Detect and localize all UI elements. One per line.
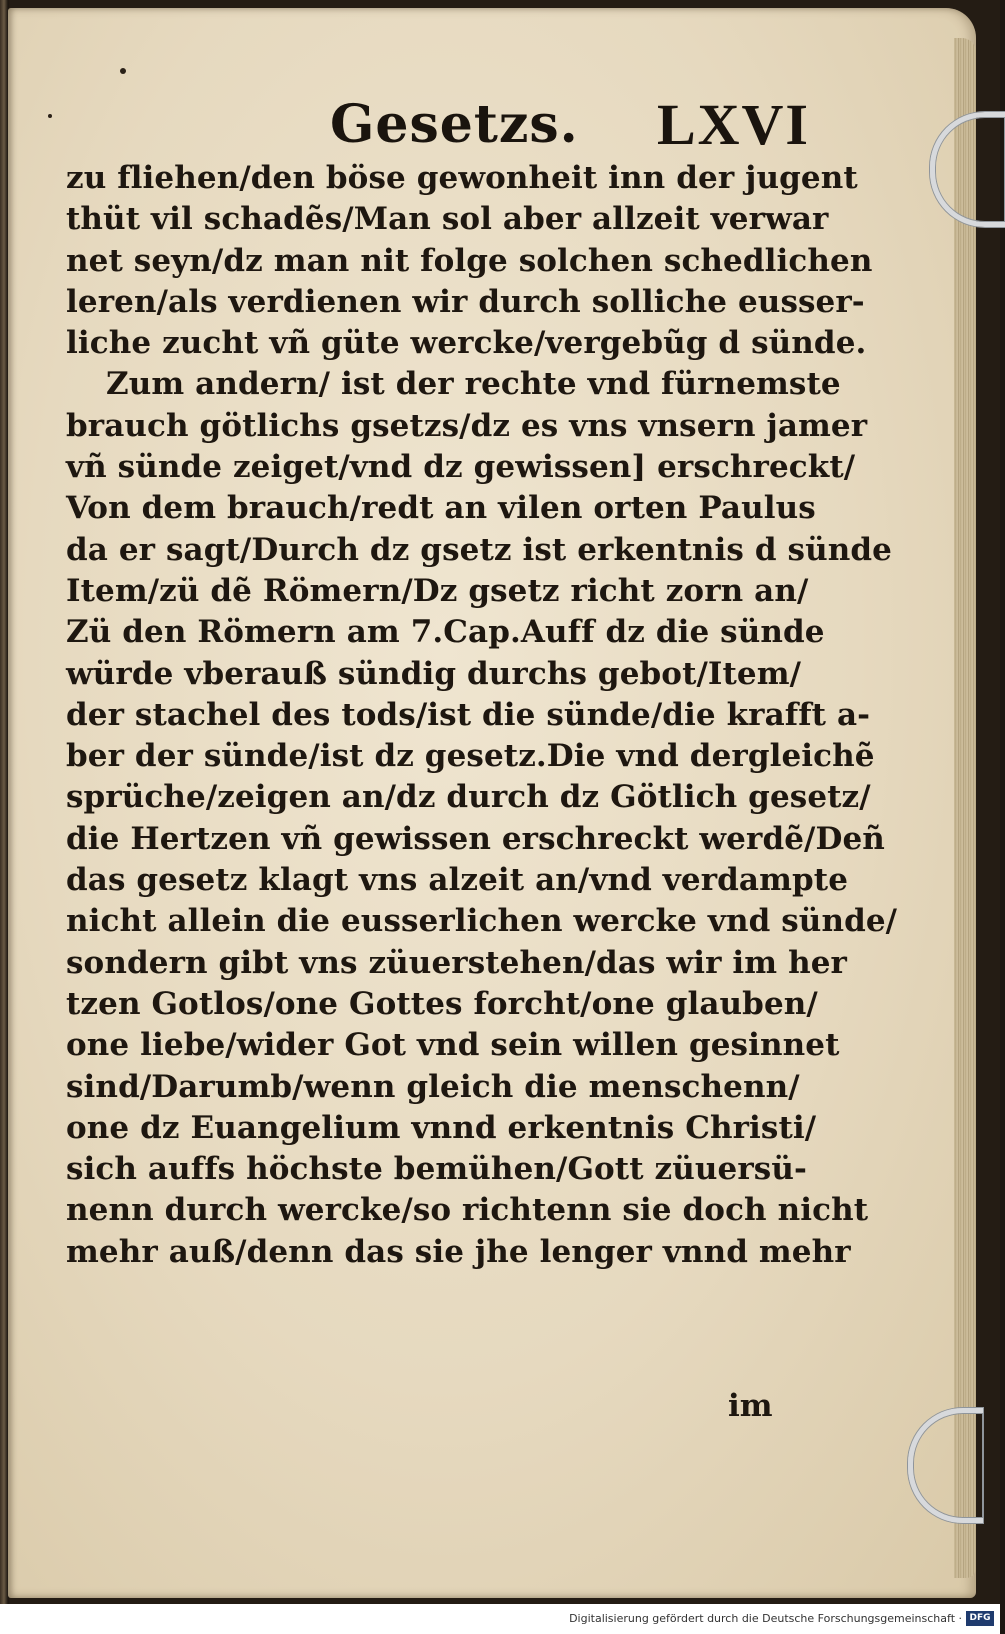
text-line: sich auffs höchste bemühen/Gott züuersü- [66, 1151, 807, 1188]
text-line: thüt vil schadẽs/Man sol aber allzeit verwar [66, 201, 829, 238]
text-line: net seyn/dz man nit folge solchen schedlichen [66, 242, 873, 279]
running-head: Gesetzs. [330, 94, 579, 155]
digitization-footer [0, 1604, 1000, 1634]
catchword: im [728, 1388, 773, 1424]
text-line: zu fliehen/den böse gewonheit inn der jugent [66, 160, 858, 196]
funding-credit: Digitalisierung gefördert durch die Deutsche Forschungsgemeinschaft · [569, 1612, 962, 1625]
text-line: brauch götlichs gsetzs/dz es vns vnsern jamer [66, 407, 868, 444]
text-line: leren/als verdienen wir durch solliche eusser- [66, 283, 865, 320]
text-line: one liebe/wider Got vnd sein willen gesinnet [66, 1027, 840, 1064]
book-page [8, 8, 976, 1598]
text-line: Zum andern/ ist der rechte vnd fürnemste [106, 366, 841, 403]
text-line: mehr auß/denn das sie jhe lenger vnnd mehr [66, 1233, 851, 1270]
text-line: sprüche/zeigen an/dz durch dz Götlich gesetz/ [66, 779, 871, 816]
text-line: Von dem brauch/redt an vilen orten Paulus [66, 490, 816, 527]
text-line: würde vberauß sündig durchs gebot/Item/ [66, 655, 802, 692]
text-line: nenn durch wercke/so richtenn sie doch nicht [66, 1192, 869, 1229]
dfg-logo: DFG [966, 1611, 994, 1626]
text-line: sondern gibt vns züuerstehen/das wir im her [66, 944, 847, 981]
text-line: der stachel des tods/ist die sünde/die krafft a- [66, 696, 871, 733]
text-line: one dz Euangelium vnnd erkentnis Christi/ [66, 1109, 817, 1146]
ink-speck [120, 68, 126, 74]
text-line: nicht allein die eusserlichen wercke vnd sünde/ [66, 903, 898, 940]
folio-number: LXVI [656, 92, 810, 157]
text-line: Item/zü dẽ Römern/Dz gsetz richt zorn an/ [66, 572, 809, 609]
text-line: liche zucht vñ güte wercke/vergebũg d sünde. [66, 325, 867, 362]
ink-speck [48, 114, 52, 118]
text-line: ber der sünde/ist dz gesetz.Die vnd dergleichẽ [66, 738, 875, 775]
text-line: sind/Darumb/wenn gleich die menschenn/ [66, 1068, 800, 1105]
text-line: das gesetz klagt vns alzeit an/vnd verdampte [66, 862, 849, 899]
text-line: Zü den Römern am 7.Cap.Auff dz die sünde [66, 614, 825, 651]
text-line: die Hertzen vñ gewissen erschreckt werdẽ/Deñ [66, 820, 885, 857]
body-text [66, 158, 898, 1273]
page-header [330, 90, 810, 160]
text-line: vñ sünde zeiget/vnd dz gewissen] erschreckt/ [66, 449, 856, 486]
text-line: da er sagt/Durch dz gsetz ist erkentnis d sünde [66, 531, 892, 568]
page-edges [954, 38, 976, 1578]
text-line: tzen Gotlos/one Gottes forcht/one glauben/ [66, 985, 818, 1022]
